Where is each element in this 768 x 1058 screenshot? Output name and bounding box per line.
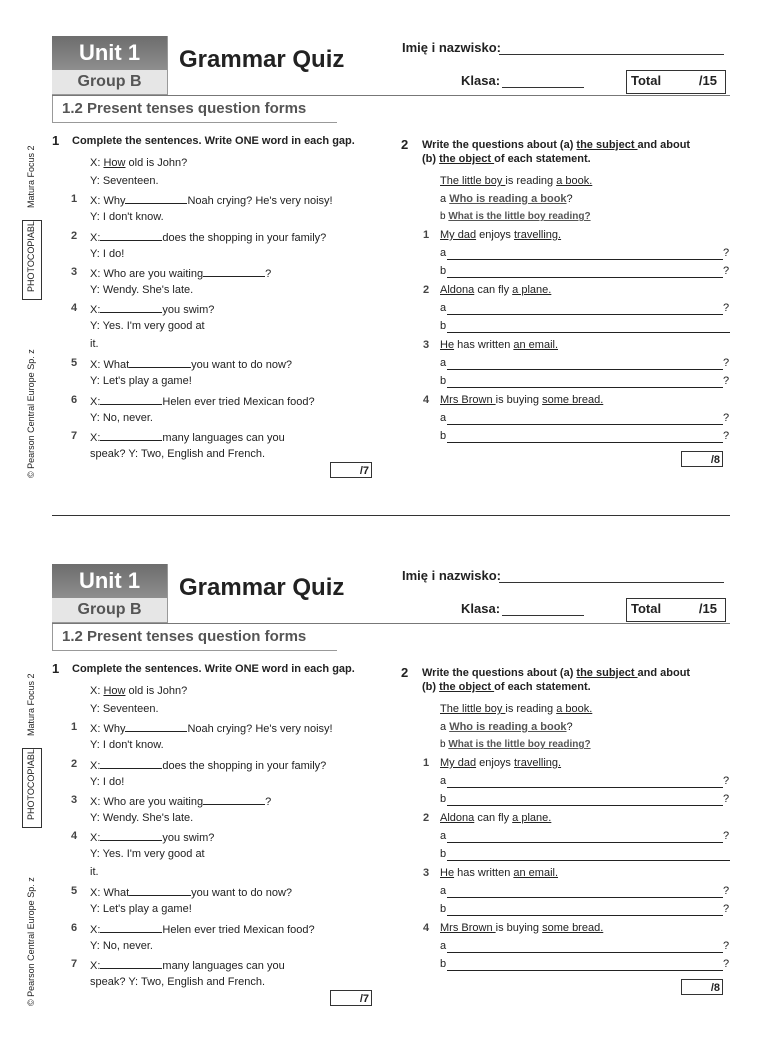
question-a-label: a <box>440 830 447 842</box>
item-number: 1 <box>423 757 430 769</box>
question-start: X: <box>90 396 101 408</box>
statement <box>440 812 551 824</box>
answer-line: Y: I don't know. <box>90 211 164 223</box>
statement-subject: Aldona <box>440 284 475 296</box>
question-b-label: b <box>440 903 447 915</box>
statement-verb: has written <box>454 339 514 351</box>
question-b-field[interactable] <box>447 804 723 806</box>
question-start: X: Why <box>90 723 126 735</box>
question-b-label: b <box>440 265 447 277</box>
answer-line: Y: Wendy. She's late. <box>90 284 194 296</box>
statement-subject: Aldona <box>440 812 475 824</box>
statement-verb: enjoys <box>476 757 514 769</box>
answer-gap[interactable] <box>100 958 162 969</box>
question-mark: ? <box>723 958 730 970</box>
exercise-2-example-b: b What is the little boy reading? <box>440 739 591 750</box>
question-line <box>90 357 292 371</box>
exercise-2-score: /8 <box>681 451 723 467</box>
question-start: X: What <box>90 887 130 899</box>
item-number: 4 <box>71 302 78 314</box>
question-start: X: <box>90 760 101 772</box>
item-number: 2 <box>71 758 78 770</box>
class-label: Klasa: <box>461 73 501 88</box>
question-a-label: a <box>440 357 447 369</box>
question-a-label: a <box>440 247 447 259</box>
question-mark: ? <box>723 885 730 897</box>
item-number: 1 <box>71 193 78 205</box>
statement <box>440 339 558 351</box>
question-a-label: a <box>440 302 447 314</box>
item-number: 6 <box>71 394 78 406</box>
name-label: Imię i nazwisko: <box>402 568 501 583</box>
name-field[interactable] <box>499 54 724 55</box>
question-line <box>90 885 292 899</box>
statement-subject: My dad <box>440 757 477 769</box>
question-line <box>90 430 285 444</box>
statement <box>440 922 603 934</box>
question-mark: ? <box>723 940 730 952</box>
name-field[interactable] <box>499 582 724 583</box>
question-a-field[interactable] <box>447 951 723 953</box>
question-a-field[interactable] <box>447 841 723 843</box>
question-line <box>90 794 271 808</box>
question-line <box>90 230 326 244</box>
question-mark: ? <box>723 357 730 369</box>
total-label: Total <box>631 601 662 616</box>
question-end: Helen ever tried Mexican food? <box>162 924 315 936</box>
exercise-2-instruction-line1: Write the questions about (a) the subject and about <box>422 667 691 679</box>
class-label: Klasa: <box>461 601 501 616</box>
question-end: does the shopping in your family? <box>162 760 327 772</box>
question-start: X: <box>90 832 101 844</box>
question-start: X: <box>90 924 101 936</box>
question-line <box>90 758 326 772</box>
answer-gap[interactable] <box>129 357 191 368</box>
item-number: 4 <box>423 922 430 934</box>
question-end: Noah crying? He's very noisy! <box>187 195 333 207</box>
question-end: many languages can you <box>162 960 285 972</box>
exercise-1-example-y: Y: Seventeen. <box>90 175 159 187</box>
item-number: 2 <box>423 812 430 824</box>
exercise-1-instruction: Complete the sentences. Write ONE word in each gap. <box>72 663 355 675</box>
question-b-field[interactable] <box>447 386 723 388</box>
question-b-label: b <box>440 375 447 387</box>
statement <box>440 757 561 769</box>
statement-object: some bread. <box>542 922 604 934</box>
question-a-field[interactable] <box>447 313 723 315</box>
question-line <box>90 830 214 844</box>
total-score-box <box>626 70 726 94</box>
question-b-label: b <box>440 320 447 332</box>
question-line <box>90 302 214 316</box>
question-b-label: b <box>440 958 447 970</box>
question-start: X: <box>90 432 101 444</box>
exercise-2-score: /8 <box>681 979 723 995</box>
answer-line: Y: No, never. <box>90 412 153 424</box>
question-b-field[interactable] <box>447 276 723 278</box>
answer-line-cont: it. <box>90 866 99 878</box>
question-line <box>90 922 315 936</box>
statement-object: travelling. <box>514 229 562 241</box>
answer-gap[interactable] <box>100 430 162 441</box>
question-end: does the shopping in your family? <box>162 232 327 244</box>
item-number: 4 <box>423 394 430 406</box>
item-number: 1 <box>423 229 430 241</box>
statement <box>440 229 561 241</box>
answer-line: Y: I do! <box>90 776 125 788</box>
answer-gap[interactable] <box>100 230 162 241</box>
question-b-field[interactable] <box>447 969 723 971</box>
question-b-field[interactable] <box>447 859 730 861</box>
question-mark: ? <box>723 302 730 314</box>
class-field[interactable] <box>502 615 584 616</box>
page-title: Grammar Quiz <box>179 574 345 601</box>
question-a-field[interactable] <box>447 786 723 788</box>
question-start: X: Who are you waiting <box>90 268 204 280</box>
statement-object: an email. <box>513 339 559 351</box>
item-number: 3 <box>71 794 78 806</box>
answer-gap[interactable] <box>125 193 187 204</box>
exercise-1-score: /7 <box>330 462 372 478</box>
statement-verb: can fly <box>474 812 513 824</box>
question-end: you swim? <box>162 832 215 844</box>
answer-line: speak? Y: Two, English and French. <box>90 976 266 988</box>
exercise-1-number: 1 <box>52 661 60 676</box>
exercise-2-instruction-line1: Write the questions about (a) the subject and about <box>422 139 691 151</box>
answer-line: Y: I don't know. <box>90 739 164 751</box>
answer-gap[interactable] <box>203 794 265 805</box>
item-number: 7 <box>71 430 78 442</box>
question-end: you want to do now? <box>191 887 293 899</box>
statement-verb: has written <box>454 867 514 879</box>
answer-line: Y: Let's play a game! <box>90 375 192 387</box>
question-line <box>90 193 333 207</box>
cut-line <box>52 515 730 516</box>
exercise-1-score: /7 <box>330 990 372 1006</box>
exercise-2-instruction-line2: (b) the object of each statement. <box>422 681 591 693</box>
statement-subject: Mrs Brown <box>440 394 496 406</box>
photocopiable-label: PHOTOCOPIABL <box>26 749 36 820</box>
question-a-field[interactable] <box>447 423 723 425</box>
total-score: /15 <box>698 601 717 616</box>
question-b-field[interactable] <box>447 441 723 443</box>
total-label: Total <box>631 73 662 88</box>
exercise-1-number: 1 <box>52 133 60 148</box>
statement-verb: is buying <box>495 394 543 406</box>
question-mark: ? <box>723 903 730 915</box>
statement-subject: He <box>440 339 455 351</box>
question-start: X: <box>90 232 101 244</box>
item-number: 6 <box>71 922 78 934</box>
question-b-field[interactable] <box>447 914 723 916</box>
name-label: Imię i nazwisko: <box>402 40 501 55</box>
statement-verb: enjoys <box>476 229 514 241</box>
answer-line: Y: I do! <box>90 248 125 260</box>
answer-gap[interactable] <box>100 922 162 933</box>
book-title: Matura Focus 2 <box>26 145 36 208</box>
item-number: 1 <box>71 721 78 733</box>
group-label: Group B <box>52 70 167 95</box>
item-number: 5 <box>71 357 78 369</box>
answer-line: Y: Yes. I'm very good at <box>90 320 205 332</box>
statement-verb: can fly <box>474 284 513 296</box>
question-end: Noah crying? He's very noisy! <box>187 723 333 735</box>
answer-gap[interactable] <box>100 830 162 841</box>
question-line <box>90 394 315 408</box>
answer-line: speak? Y: Two, English and French. <box>90 448 266 460</box>
unit-label: Unit 1 <box>52 36 167 70</box>
statement-subject: Mrs Brown <box>440 922 496 934</box>
copyright-note: © Pearson Central Europe Sp. z <box>26 349 36 478</box>
item-number: 7 <box>71 958 78 970</box>
answer-gap[interactable] <box>100 394 162 405</box>
exercise-1-example-x: X: How old is John? <box>90 157 188 169</box>
question-a-field[interactable] <box>447 368 723 370</box>
statement <box>440 394 603 406</box>
question-mark: ? <box>723 775 730 787</box>
exercise-1-instruction: Complete the sentences. Write ONE word in each gap. <box>72 135 355 147</box>
question-mark: ? <box>723 830 730 842</box>
question-mark: ? <box>723 375 730 387</box>
answer-gap[interactable] <box>203 266 265 277</box>
answer-line-cont: it. <box>90 338 99 350</box>
statement-object: a plane. <box>512 284 552 296</box>
exercise-2-example-statement: The little boy is reading a book. <box>440 703 593 715</box>
answer-line: Y: Yes. I'm very good at <box>90 848 205 860</box>
unit-label: Unit 1 <box>52 564 167 598</box>
question-end: you swim? <box>162 304 215 316</box>
total-score-box <box>626 598 726 622</box>
question-mark: ? <box>723 247 730 259</box>
photocopiable-label: PHOTOCOPIABL <box>26 221 36 292</box>
item-number: 5 <box>71 885 78 897</box>
question-a-label: a <box>440 412 447 424</box>
total-score: /15 <box>698 73 717 88</box>
question-a-field[interactable] <box>447 258 723 260</box>
exercise-2-number: 2 <box>401 137 409 152</box>
copyright-note: © Pearson Central Europe Sp. z <box>26 877 36 1006</box>
exercise-2-example-b: b What is the little boy reading? <box>440 211 591 222</box>
question-mark: ? <box>723 793 730 805</box>
header-divider <box>167 564 168 623</box>
question-b-label: b <box>440 430 447 442</box>
section-title: 1.2 Present tenses question forms <box>62 100 307 117</box>
question-start: X: Who are you waiting <box>90 796 204 808</box>
exercise-1-example-y: Y: Seventeen. <box>90 703 159 715</box>
answer-line: Y: No, never. <box>90 940 153 952</box>
question-line <box>90 958 285 972</box>
answer-line: Y: Wendy. She's late. <box>90 812 194 824</box>
item-number: 2 <box>71 230 78 242</box>
statement <box>440 284 551 296</box>
exercise-2-example-a: a Who is reading a book? <box>440 721 573 733</box>
answer-gap[interactable] <box>100 302 162 313</box>
question-line <box>90 266 271 280</box>
question-a-label: a <box>440 940 447 952</box>
exercise-2-instruction-line2: (b) the object of each statement. <box>422 153 591 165</box>
group-label: Group B <box>52 598 167 623</box>
question-b-field[interactable] <box>447 331 730 333</box>
statement-verb: is buying <box>495 922 543 934</box>
class-field[interactable] <box>502 87 584 88</box>
question-line <box>90 721 333 735</box>
question-end: Helen ever tried Mexican food? <box>162 396 315 408</box>
question-start: X: Why <box>90 195 126 207</box>
item-number: 3 <box>71 266 78 278</box>
question-b-label: b <box>440 848 447 860</box>
item-number: 2 <box>423 284 430 296</box>
quiz-sheet-bottom <box>0 558 768 1058</box>
statement-object: a plane. <box>512 812 552 824</box>
statement-subject: He <box>440 867 455 879</box>
page-title: Grammar Quiz <box>179 46 345 73</box>
answer-gap[interactable] <box>100 758 162 769</box>
statement-object: some bread. <box>542 394 604 406</box>
statement-object: an email. <box>513 867 559 879</box>
question-start: X: <box>90 304 101 316</box>
exercise-2-example-a: a Who is reading a book? <box>440 193 573 205</box>
item-number: 3 <box>423 867 430 879</box>
statement-subject: My dad <box>440 229 477 241</box>
question-b-label: b <box>440 793 447 805</box>
item-number: 3 <box>423 339 430 351</box>
exercise-2-example-statement: The little boy is reading a book. <box>440 175 593 187</box>
question-start: X: <box>90 960 101 972</box>
exercise-2-number: 2 <box>401 665 409 680</box>
header-divider <box>167 36 168 95</box>
question-mark: ? <box>723 430 730 442</box>
answer-line: Y: Let's play a game! <box>90 903 192 915</box>
statement <box>440 867 558 879</box>
question-a-field[interactable] <box>447 896 723 898</box>
question-mark: ? <box>723 265 730 277</box>
exercise-1-example-x: X: How old is John? <box>90 685 188 697</box>
answer-gap[interactable] <box>125 721 187 732</box>
question-start: X: What <box>90 359 130 371</box>
answer-gap[interactable] <box>129 885 191 896</box>
question-mark: ? <box>723 412 730 424</box>
book-title: Matura Focus 2 <box>26 673 36 736</box>
question-end: ? <box>265 796 272 808</box>
section-title: 1.2 Present tenses question forms <box>62 628 307 645</box>
question-a-label: a <box>440 775 447 787</box>
question-end: ? <box>265 268 272 280</box>
quiz-sheet-top <box>0 30 768 530</box>
question-end: many languages can you <box>162 432 285 444</box>
question-a-label: a <box>440 885 447 897</box>
statement-object: travelling. <box>514 757 562 769</box>
question-end: you want to do now? <box>191 359 293 371</box>
item-number: 4 <box>71 830 78 842</box>
